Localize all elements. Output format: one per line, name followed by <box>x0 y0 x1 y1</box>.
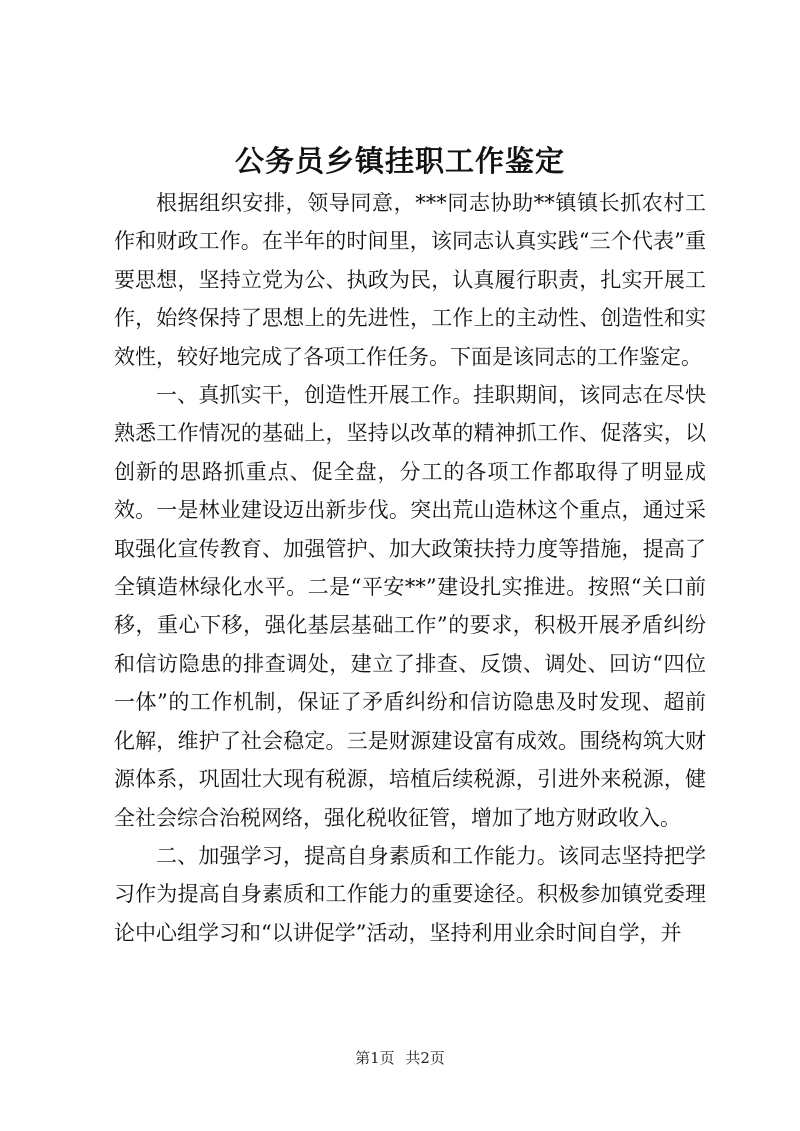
paragraph-intro: 根据组织安排，领导同意，***同志协助**镇镇长抓农村工作和财政工作。在半年的时间里，该同志认真实践“三个代表”重要思想，坚持立党为公、执政为民，认真履行职责，扎实开展工作，始终保持了思想上的先进性，工作上的主动性、创造性和实效性，较好地完成了各项工作任务。下面是该同志的工作鉴定。 <box>114 191 706 369</box>
paragraph-section-one: 一、真抓实干，创造性开展工作。挂职期间，该同志在尽快熟悉工作情况的基础上，坚持以改革的精神抓工作、促落实，以创新的思路抓重点、促全盘，分工的各项工作都取得了明显成效。一是林业建设迈出新步伐。突出荒山造林这个重点，通过采取强化宣传教育、加强管护、加大政策扶持力度等措施，提高了全镇造林绿化水平。二是“平安**”建设扎实推进。按照“关口前移，重心下移，强化基层基础工作”的要求，积极开展矛盾纠纷和信访隐患的排查调处，建立了排查、反馈、调处、回访“四位一体”的工作机制，保证了矛盾纠纷和信访隐患及时发现、超前化解，维护了社会稳定。三是财源建设富有成效。围绕构筑大财源体系，巩固壮大现有税源，培植后续税源，引进外来税源，健全社会综合治税网络，强化税收征管，增加了地方财政收入。 <box>114 383 706 830</box>
document-body <box>114 184 706 952</box>
page-total: 共2页 <box>405 1049 445 1067</box>
page-number: 第1页 <box>355 1049 395 1067</box>
document-title: 公务员乡镇挂职工作鉴定 <box>234 144 565 178</box>
paragraph-section-two: 二、加强学习，提高自身素质和工作能力。该同志坚持把学习作为提高自身素质和工作能力的重要途径。积极参加镇党委理论中心组学习和“以讲促学”活动，坚持利用业余时间自学，并 <box>114 843 706 945</box>
page-footer <box>0 1048 800 1068</box>
